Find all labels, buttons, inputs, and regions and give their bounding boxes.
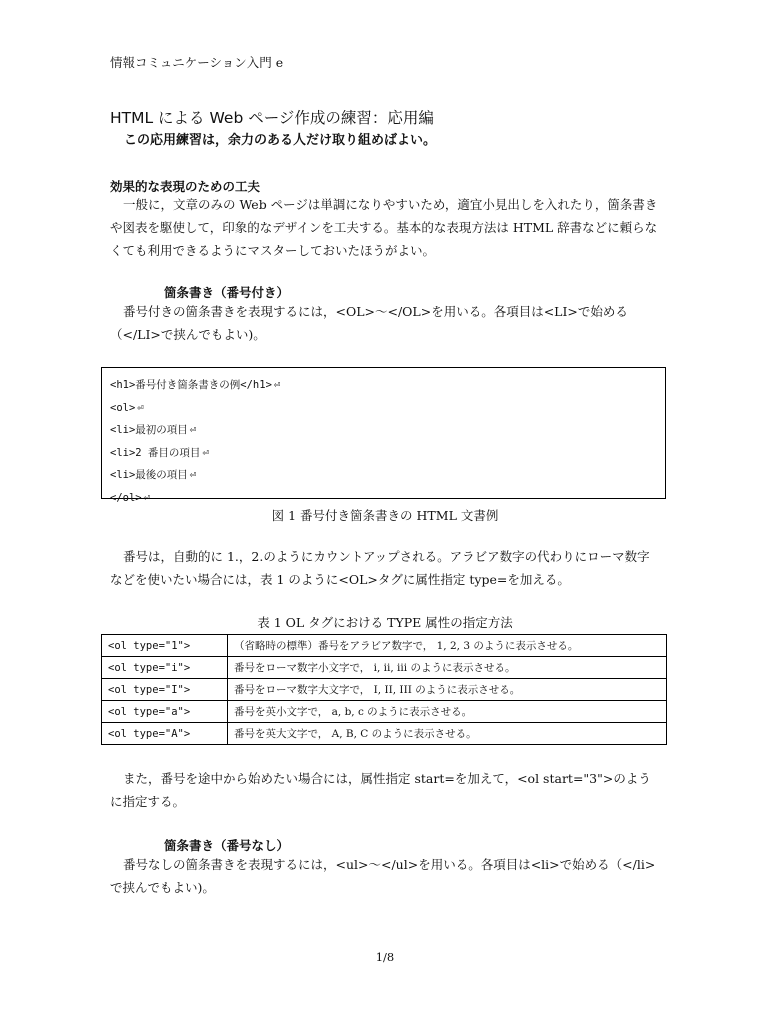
figure-caption: 図 1 番号付き箇条書きの HTML 文書例	[271, 508, 499, 523]
table-row	[102, 701, 667, 723]
page-title: HTML による Web ページ作成の練習：応用編	[110, 109, 434, 127]
table-cell-code: <ol type="I">	[102, 679, 228, 701]
table-row	[102, 723, 667, 745]
code-line: <ol> ⏎	[110, 397, 657, 420]
return-icon: ⏎	[202, 445, 210, 459]
unordered-list-paragraph: 番号なしの箇条書きを表現するには，<ul>～</ul>を用いる。各項目は<li>で始める（</li>で挟んでもよい)。	[110, 857, 656, 895]
return-icon: ⏎	[189, 423, 197, 437]
table-row	[102, 635, 667, 657]
table-cell-description: 番号をローマ数字小文字で， i, ii, iii のように表示させる。	[228, 657, 667, 679]
table-row	[102, 679, 667, 701]
code-line: <li>2 番目の項目 ⏎	[110, 442, 657, 465]
return-icon: ⏎	[273, 378, 281, 391]
ordered-list-paragraph: 番号付きの箇条書きを表現するには，<OL>～</OL>を用いる。各項目は<LI>で始める（</LI>で挟んでもよい)。	[110, 304, 628, 342]
table-cell-description: 番号を英大文字で， A, B, C のように表示させる。	[228, 723, 667, 745]
intro-paragraph: 一般に，文章のみの Web ページは単調になりやすいため，適宜小見出しを入れたり，箇条書きや図表を駆使して，印象的なデザインを工夫する。基本的な表現方法は HTML 辞書などに頼らなくても利用できるようにマスターしておいたほうがよい。	[110, 197, 658, 258]
table-row	[102, 657, 667, 679]
return-icon: ⏎	[189, 468, 197, 482]
table-cell-description: 番号をローマ数字大文字で， I, II, III のように表示させる。	[228, 679, 667, 701]
type-attribute-table	[101, 634, 667, 745]
ordered-list-heading: 箇条書き（番号付き）	[164, 285, 290, 300]
start-attribute-paragraph: また，番号を途中から始めたい場合には，属性指定 start=を加えて，<ol start="3">のように指定する。	[110, 771, 651, 809]
table-cell-description: （省略時の標準）番号をアラビア数字で， 1, 2, 3 のように表示させる。	[228, 635, 667, 657]
page-number: 1/8	[375, 950, 395, 964]
table-cell-code: <ol type="i">	[102, 657, 228, 679]
page-subtitle: この応用練習は，余力のある人だけ取り組めばよい。	[124, 133, 437, 148]
return-icon: ⏎	[137, 400, 144, 414]
table-caption: 表 1 OL タグにおける TYPE 属性の指定方法	[257, 615, 513, 630]
unordered-list-heading: 箇条書き（番号なし）	[164, 838, 290, 853]
code-line: <li>最後の項目 ⏎	[110, 464, 657, 487]
section-heading: 効果的な表現のための工夫	[110, 179, 261, 194]
code-line: <h1>番号付き箇条書きの例</h1> ⏎	[110, 374, 657, 397]
code-line: </ol> ⏎	[110, 487, 657, 510]
table-cell-code: <ol type="1">	[102, 635, 228, 657]
table-cell-description: 番号を英小文字で， a, b, c のように表示させる。	[228, 701, 667, 723]
table-cell-code: <ol type="A">	[102, 723, 228, 745]
code-line: <li>最初の項目 ⏎	[110, 419, 657, 442]
table-cell-code: <ol type="a">	[102, 701, 228, 723]
return-icon: ⏎	[143, 490, 151, 504]
document-header: 情報コミュニケーション入門 e	[110, 55, 284, 70]
numbering-paragraph: 番号は，自動的に 1.，2.のようにカウントアップされる。アラビア数字の代わりにローマ数字などを使いたい場合には，表 1 のように<OL>タグに属性指定 type=を加える。	[110, 549, 650, 587]
code-example-box	[101, 367, 666, 504]
